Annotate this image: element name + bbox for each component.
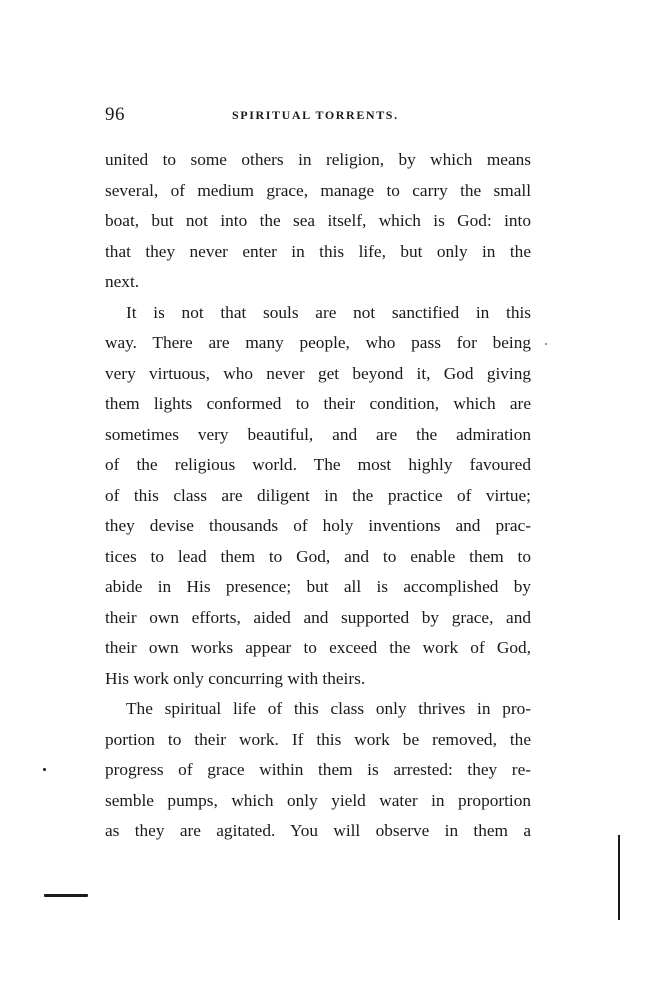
text-line: they devise thousands of holy inventions and prac- [105,516,531,535]
scan-artifact-dash [44,894,88,897]
text-line: next. [105,272,140,291]
text-line: sometimes very beautiful, and are the admiration [105,424,531,444]
text-line: His work only concurring with theirs. [105,668,366,688]
text-line: portion to their work. If this work be removed, the [105,729,531,749]
running-head: SPIRITUAL TORRENTS. [232,108,399,122]
text-line: abide in His presence; but all is accomplished by [105,577,531,596]
text-line: tices to lead them to God, and to enable them to [105,546,531,566]
text-line: their own works appear to exceed the work of God, [105,638,531,657]
text-line: way. There are many people, who pass for being [105,333,531,352]
text-line: as they are agitated. You will observe in them a [105,821,531,840]
text-line: semble pumps, which only yield water in proportion [105,790,531,810]
paragraph [105,145,531,298]
scan-speck [43,768,46,771]
scan-speck [545,343,547,345]
text-line: united to some others in religion, by which means [105,150,531,169]
text-line: them lights conformed to their condition, which are [105,394,531,413]
text-line: very virtuous, who never get beyond it, God giving [105,363,531,383]
page-number: 96 [105,104,125,125]
paragraph [105,298,531,695]
paragraph [105,694,531,847]
scan-edge-rule [618,835,620,920]
page-header [105,104,531,128]
text-line: progress of grace within them is arrested: they re- [105,760,531,779]
text-line: It is not that souls are not sanctified in this [126,302,531,322]
text-line: of the religious world. The most highly favoured [105,455,531,474]
text-line: of this class are diligent in the practice of virtue; [105,485,531,505]
text-line: The spiritual life of this class only thrives in pro- [126,699,531,718]
text-line: that they never enter in this life, but only in the [105,241,531,261]
body-text [105,145,531,847]
text-line: their own efforts, aided and supported by grace, and [105,607,531,627]
text-line: several, of medium grace, manage to carry the small [105,180,531,200]
text-line: boat, but not into the sea itself, which is God: into [105,211,531,230]
